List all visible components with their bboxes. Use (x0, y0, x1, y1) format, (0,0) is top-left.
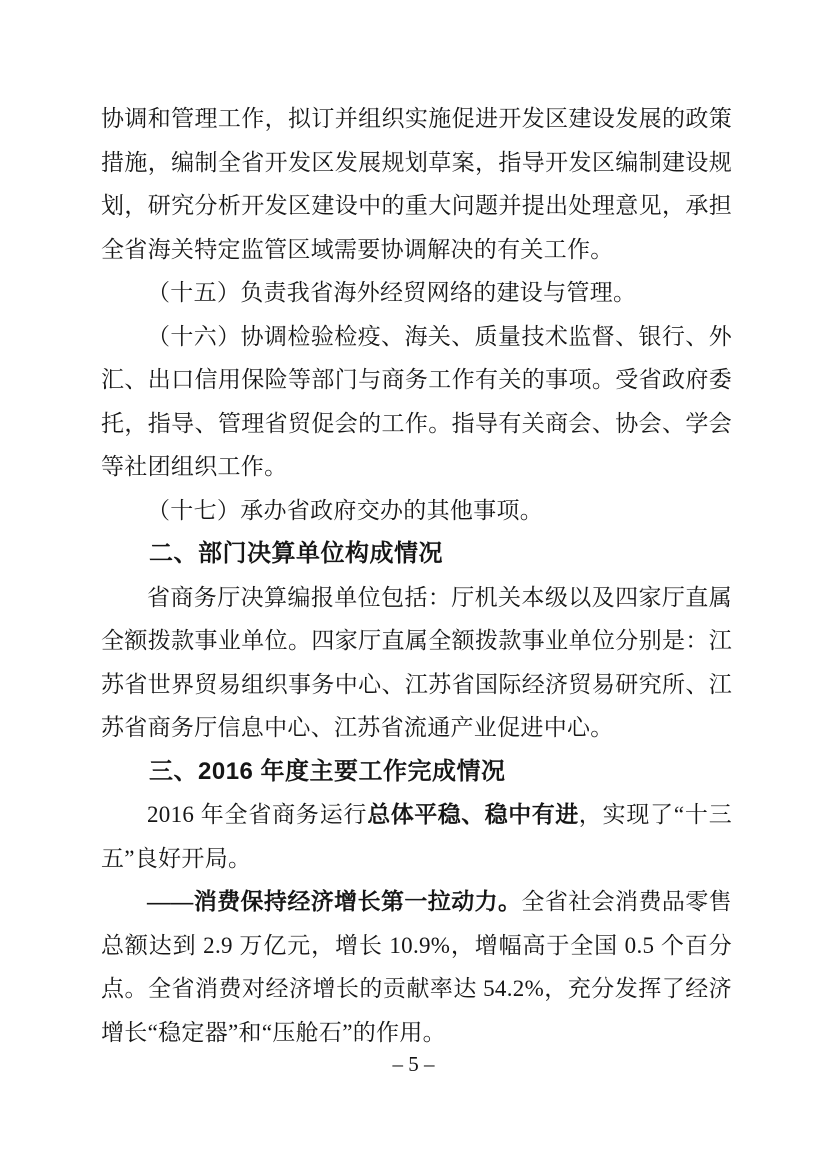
lead-emphasis-text: ——消费保持经济增长第一拉动力。 (147, 889, 522, 914)
paragraph-consumption (101, 880, 732, 1054)
list-item-17: （十七）承办省政府交办的其他事项。 (147, 497, 544, 523)
paragraph-budget-units: 省商务厅决算编报单位包括：厅机关本级以及四家厅直属全额拨款事业单位。四家厅直属全额拨款事业单位分别是：江苏省世界贸易组织事务中心、江苏省国际经济贸易研究所、江苏省商务厅信息中心、江苏省流通产业促进中心。 (101, 584, 732, 740)
document-body (101, 97, 732, 1054)
list-item-16: （十六）协调检验检疫、海关、质量技术监督、银行、外汇、出口信用保险等部门与商务工作有关的事项。受省政府委托，指导、管理省贸促会的工作。指导有关商会、协会、学会等社团组织工作。 (101, 323, 732, 479)
paragraph-text: 2016 年全省商务运行 (147, 802, 368, 827)
page-number: – 5 – (392, 1052, 435, 1076)
paragraph-continuation: 协调和管理工作，拟订并组织实施促进开发区建设发展的政策措施，编制全省开发区发展规划草案，指导开发区编制建设规划，研究分析开发区建设中的重大问题并提出处理意见，承担全省海关特定监管区域需要协调解决的有关工作。 (101, 106, 732, 262)
section-heading-2: 二、部门决算单位构成情况 (149, 540, 443, 567)
section-heading-3: 三、2016 年度主要工作完成情况 (149, 757, 506, 785)
emphasis-text: 总体平稳、稳中有进 (367, 801, 579, 827)
paragraph-2016-overview (101, 793, 732, 880)
list-item-15: （十五）负责我省海外经贸网络的建设与管理。 (147, 280, 637, 305)
paragraph-text: ，实现了“十三五”良好开局。 (101, 802, 732, 871)
paragraph-text: 全省社会消费品零售总额达到 2.9 万亿元，增长 10.9%，增幅高于全国 0.5 个百分点。全省消费对经济增长的贡献率达 54.2%，充分发挥了经济增长“稳定器”和“压舱石”的作用。 (101, 889, 732, 1045)
